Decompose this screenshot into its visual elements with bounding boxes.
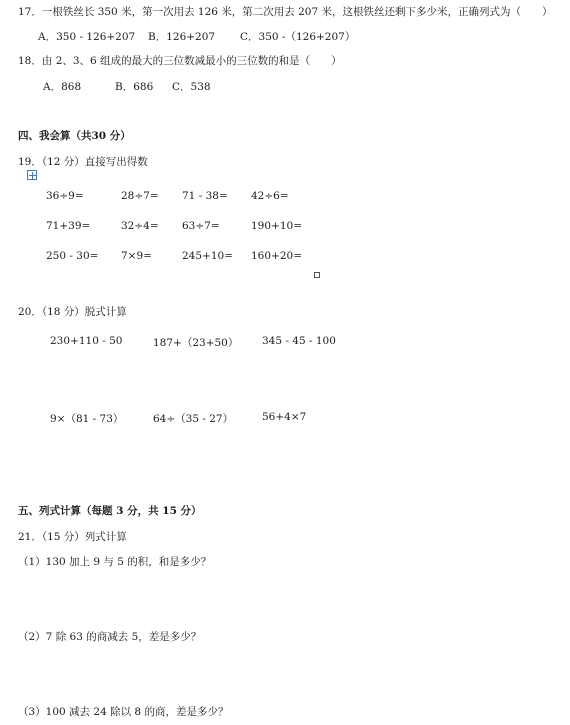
- q20-item: 345 - 45 - 100: [262, 335, 336, 347]
- q19-item: 250 - 30=: [46, 250, 99, 262]
- q21-item: （3）100 减去 24 除以 8 的商，差是多少？: [18, 706, 229, 718]
- q19-item: 36÷9=: [46, 190, 84, 202]
- q20-item: 187+（23+50）: [153, 337, 239, 349]
- q19-item: 32÷4=: [121, 220, 159, 232]
- question-19-text: 19．（12 分）直接写出得数: [18, 156, 148, 168]
- table-move-handle-icon[interactable]: [27, 170, 37, 180]
- q19-item: 63÷7=: [182, 220, 220, 232]
- q20-item: 230+110 - 50: [50, 335, 123, 347]
- section-4-title: 四、我会算（共30 分）: [18, 130, 131, 142]
- question-17-option-a: A．350 - 126+207: [38, 31, 136, 43]
- q20-item: 64÷（35 - 27）: [153, 413, 234, 425]
- q20-item: 56+4×7: [262, 411, 307, 423]
- q21-item: （2）7 除 63 的商减去 5，差是多少？: [18, 631, 202, 643]
- q21-item: （1）130 加上 9 与 5 的积，和是多少？: [18, 556, 212, 568]
- q19-item: 42÷6=: [251, 190, 289, 202]
- q19-item: 190+10=: [251, 220, 302, 232]
- q19-item: 160+20=: [251, 250, 302, 262]
- q19-item: 7×9=: [121, 250, 152, 262]
- question-17-text: 17．一根铁丝长 350 米，第一次用去 126 米，第二次用去 207 米，这根铁丝还剩下多少米，正确列式为（ ）: [18, 6, 553, 18]
- q19-item: 28÷7=: [121, 190, 159, 202]
- q19-item: 71+39=: [46, 220, 91, 232]
- question-18-text: 18．由 2、3、6 组成的最大的三位数减最小的三位数的和是（ ）: [18, 55, 342, 67]
- q19-item: 71 - 38=: [182, 190, 228, 202]
- question-18-option-b: B．686: [115, 81, 154, 93]
- q19-item: 245+10=: [182, 250, 233, 262]
- q20-item: 9×（81 - 73）: [50, 413, 124, 425]
- question-17-option-b: B．126+207: [148, 31, 216, 43]
- section-5-title: 五、列式计算（每题 3 分，共 15 分）: [18, 505, 202, 517]
- question-21-text: 21．（15 分）列式计算: [18, 531, 127, 543]
- question-18-option-c: C．538: [172, 81, 211, 93]
- question-17-option-c: C．350 -（126+207）: [240, 31, 356, 43]
- question-20-text: 20．（18 分）脱式计算: [18, 306, 127, 318]
- question-18-option-a: A．868: [43, 81, 82, 93]
- table-resize-handle-icon[interactable]: [314, 272, 320, 278]
